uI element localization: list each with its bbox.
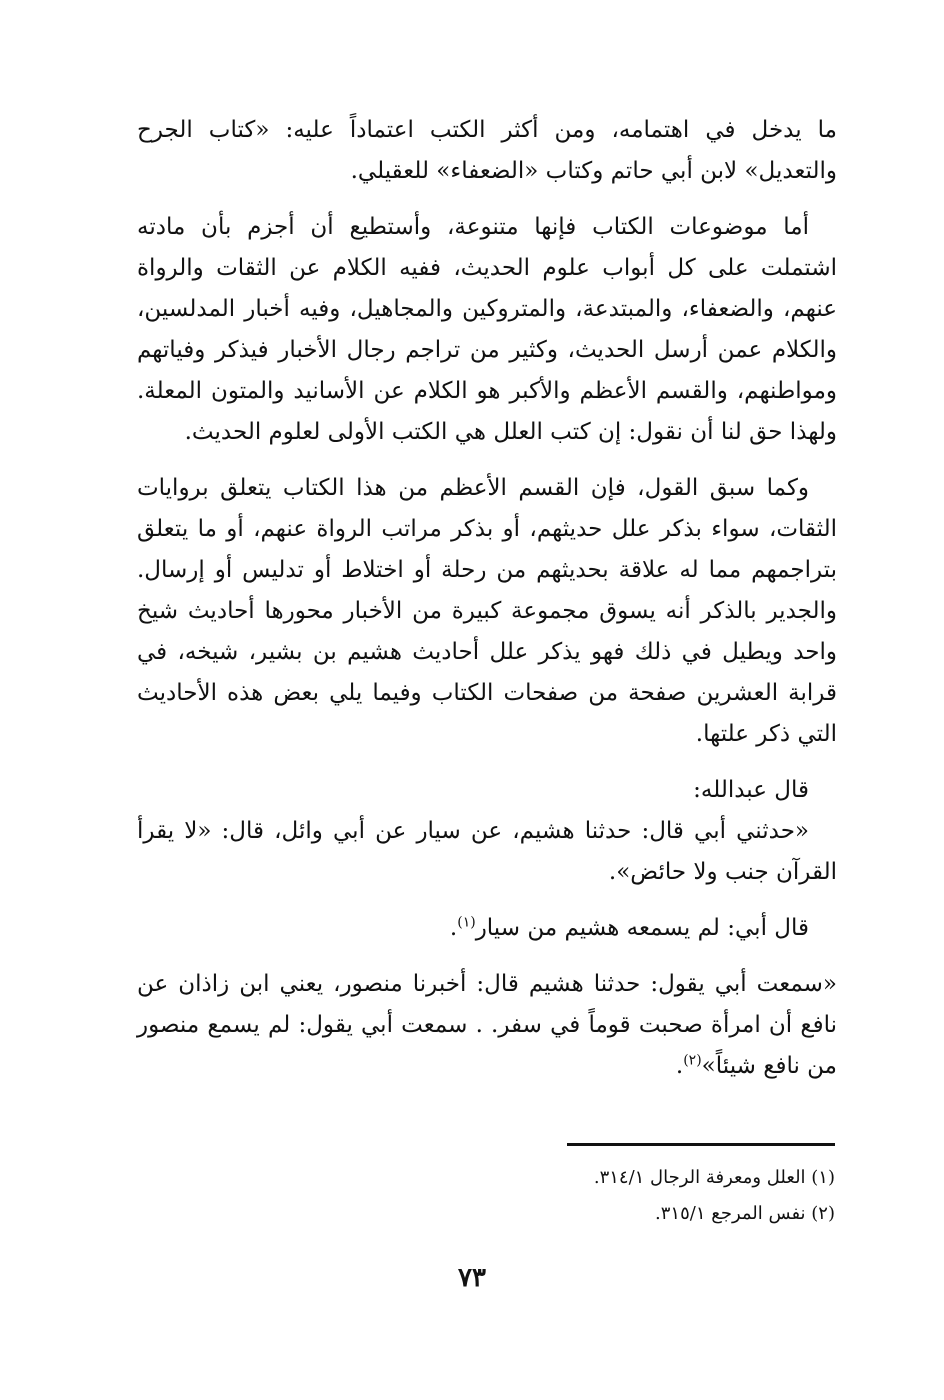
paragraph-7-text: «سمعت أبي يقول: حدثنا هشيم قال: أخبرنا منصور، يعني ابن زاذان عن نافع أن امرأة صحبت قوماً في سفر. . سمعت أبي يقول: لم يسمع منصور من نافع شيئاً» <box>137 971 837 1079</box>
footnote-2: (٢) نفس المرجع ٣١٥/١. <box>655 1203 835 1224</box>
paragraph-6 <box>137 908 837 949</box>
paragraph-6-text: قال أبي: لم يسمعه هشيم من سيار <box>475 915 809 941</box>
footnote-1: (١) العلل ومعرفة الرجال ٣١٤/١. <box>593 1167 835 1188</box>
footnote-ref-1: (١) <box>457 914 476 931</box>
paragraph-3: وكما سبق القول، فإن القسم الأعظم من هذا الكتاب يتعلق بروايات الثقات، سواء بذكر علل حديثهم، أو بذكر مراتب الرواة عنهم، أو ما يتعلق بتراجمهم مما له علاقة بحديثهم من رحلة أو اختلاط أو تدليس أو إرسال. والجدير بالذكر أنه يسوق مجموعة كبيرة من الأخبار محورها أحاديث شيخ واحد ويطيل في ذلك فهو يذكر علل أحاديث هشيم بن بشير، شيخه، في قرابة العشرين صفحة من صفحات الكتاب وفيما يلي بعض هذه الأحاديث التي ذكر علتها. <box>137 475 837 747</box>
paragraph-7-end: . <box>675 1053 684 1079</box>
footnote-ref-2: (٢) <box>683 1052 702 1069</box>
paragraph-1: ما يدخل في اهتمامه، ومن أكثر الكتب اعتماداً عليه: «كتاب الجرح والتعديل» لابن أبي حاتم وكتاب «الضعفاء» للعقيلي. <box>137 117 837 184</box>
paragraph-6-end: . <box>449 915 458 941</box>
paragraph-4: قال عبدالله: <box>693 777 809 803</box>
paragraph-2: أما موضوعات الكتاب فإنها متنوعة، وأستطيع أن أجزم بأن مادته اشتملت على كل أبواب علوم الحديث، ففيه الكلام عن الثقات والرواة عنهم، والضعفاء، والمبتدعة، والمتروكين والمجاهيل، وفيه أخبار المدلسين، والكلام عمن أرسل الحديث، وكثير من تراجم رجال الأخبار فيذكر وفياتهم ومواطنهم، والقسم الأعظم والأكبر هو الكلام عن الأسانيد والمتون المعلة. ولهذا حق لنا أن نقول: إن كتب العلل هي الكتب الأولى لعلوم الحديث. <box>137 214 837 445</box>
footnote-divider <box>567 1143 835 1146</box>
main-text <box>137 110 837 1087</box>
paragraph-7 <box>137 964 837 1087</box>
footnotes <box>430 1160 835 1232</box>
page-number: ٧٣ <box>458 1263 486 1293</box>
paragraph-5: «حدثني أبي قال: حدثنا هشيم، عن سيار عن أبي وائل، قال: «لا يقرأ القرآن جنب ولا حائض». <box>137 818 837 885</box>
